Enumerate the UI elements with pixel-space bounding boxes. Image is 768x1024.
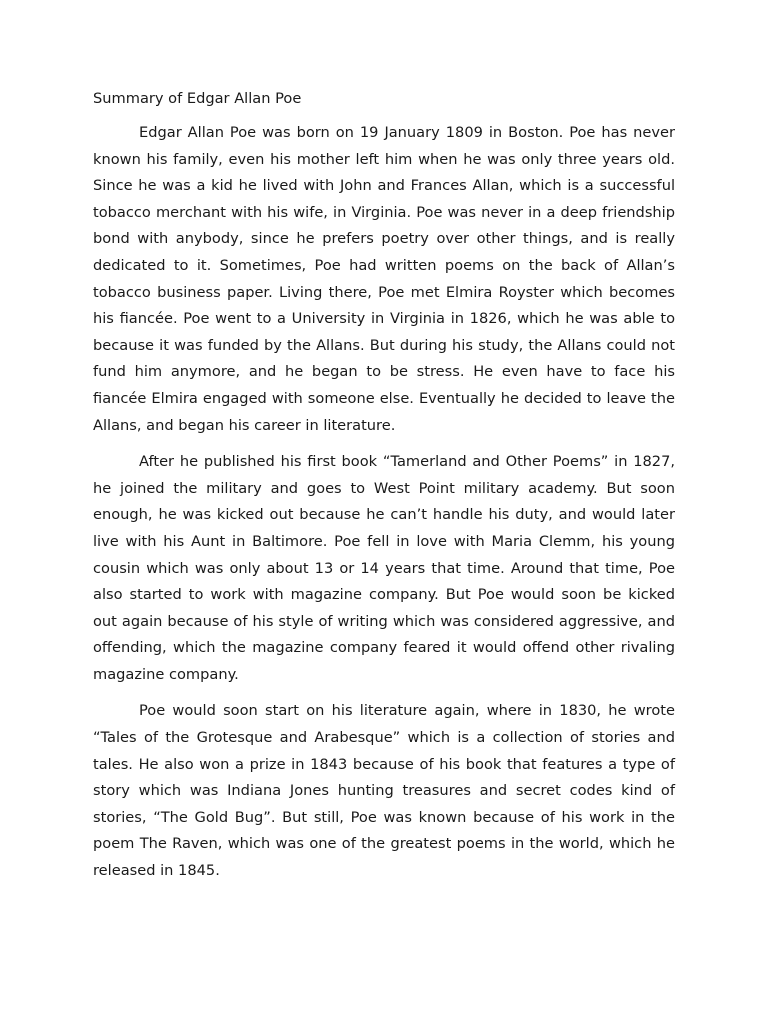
document-body bbox=[93, 86, 675, 895]
document-title: Summary of Edgar Allan Poe bbox=[93, 90, 302, 107]
paragraph-1: Edgar Allan Poe was born on 19 January 1809 in Boston. Poe has never known his family, even his mother left him when he was only three years old. Since he was a kid he lived with John and Frances Allan, which is a successful tobacco merchant with his wife, in Virginia. Poe was never in a deep friendship bond with anybody, since he prefers poetry over other things, and is really dedicated to it. Sometimes, Poe had written poems on the back of Allan’s tobacco business paper. Living there, Poe met Elmira Royster which becomes his fiancée. Poe went to a University in Virginia in 1826, which he was able to because it was funded by the Allans. But during his study, the Allans could not fund him anymore, and he began to be stress. He even have to face his fiancée Elmira engaged with someone else. Eventually he decided to leave the Allans, and began his career in literature. bbox=[93, 124, 675, 434]
paragraph-2: After he published his first book “Tamerland and Other Poems” in 1827, he joined the military and goes to West Point military academy. But soon enough, he was kicked out because he can’t handle his duty, and would later live with his Aunt in Baltimore. Poe fell in love with Maria Clemm, his young cousin which was only about 13 or 14 years that time. Around that time, Poe also started to work with magazine company. But Poe would soon be kicked out again because of his style of writing which was considered aggressive, and offending, which the magazine company feared it would offend other rivaling magazine company. bbox=[93, 453, 675, 683]
paragraph-3: Poe would soon start on his literature again, where in 1830, he wrote “Tales of the Grotesque and Arabesque” which is a collection of stories and tales. He also won a prize in 1843 because of his book that features a type of story which was Indiana Jones hunting treasures and secret codes kind of stories, “The Gold Bug”. But still, Poe was known because of his work in the poem The Raven, which was one of the greatest poems in the world, which he released in 1845. bbox=[93, 702, 675, 880]
